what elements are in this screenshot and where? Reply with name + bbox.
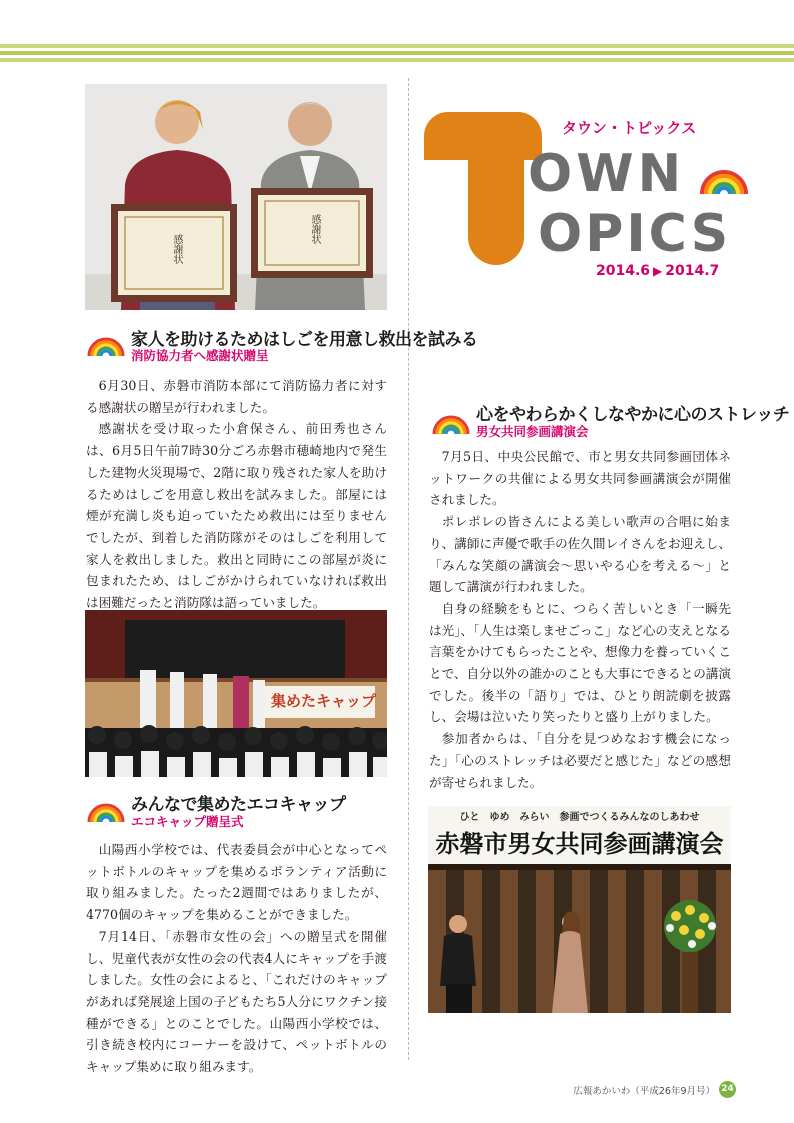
article3-paragraph-1: 7月5日、中央公民館で、市と男女共同参画団体ネットワークの共催による男女共同参画講演会が開催されました。 <box>429 449 731 508</box>
logo-letter-t-stem <box>468 150 524 265</box>
date-to: 2014.7 <box>665 263 720 279</box>
article2-body <box>86 839 387 1078</box>
date-arrow-icon: ▶ <box>653 264 663 278</box>
photo-sign-text: 集めたキャップ <box>271 692 377 710</box>
rainbow-icon <box>86 792 126 822</box>
article2-subtitle: エコキャップ贈呈式 <box>131 814 244 829</box>
article1-body <box>86 375 387 614</box>
page-footer <box>573 1081 736 1098</box>
award-photo <box>85 84 387 310</box>
rainbow-icon <box>86 326 126 356</box>
page-number: 24 <box>719 1081 736 1098</box>
lecture-stage-photo <box>428 806 731 1013</box>
article1-paragraph-2: 感謝状を受け取った小倉保さん、前田秀也さんは、6月5日午前7時30分ごろ赤磐市穂崎地内で発生した建物火災現場で、2階に取り残された家人を助けるためはしごを用意し救出を試みました。部屋には煙が充満し炎も迫っていたため救出には至りませんでしたが、到着した消防隊がそのはしごを利用して家人を救出しました。救出と同時にこの部屋が炎に包まれたため、はしごがかけられていなければ救出は困難だったと消防隊は語っていました。 <box>86 421 387 611</box>
article1-subtitle: 消防協力者へ感謝状贈呈 <box>131 348 269 363</box>
logo-date-range <box>596 263 719 279</box>
header-stripes <box>0 44 794 65</box>
article3-paragraph-3: 自身の経験をもとに、つらく苦しいとき「一瞬先は光」、「人生は楽しませごっこ」など心の支えとなる言葉をかけてもらったことや、想像力を養っていくことで、自分以外の誰かのことも大事にできるとの講演でした。後半の「語り」では、ひとり朗読劇を披露し、会場は泣いたり笑ったりと盛り上がりました。 <box>429 600 731 725</box>
article3-paragraph-2: ポレポレの皆さんによる美しい歌声の合唱に始まり、講師に声優で歌手の佐久間レイさんをお迎えし、「みんな笑顔の講演会〜思いやる心を考える〜」と題して講演が行われました。 <box>429 514 731 595</box>
date-from: 2014.6 <box>596 263 651 279</box>
article3-paragraph-4: 参加者からは、「自分を見つめなおす機会になった」「心のストレッチは必要だと感じた」などの感想が寄せられました。 <box>429 731 731 790</box>
article2-title: みんなで集めたエコキャップ <box>131 795 346 815</box>
publication-name: 広報あかいわ（平成26年9月号） <box>573 1085 715 1097</box>
certificate-right-label: 感謝状 <box>309 214 320 244</box>
banner-slogan: ひと ゆめ みらい 参画でつくるみんなのしあわせ <box>459 812 700 823</box>
article2-paragraph-1: 山陽西小学校では、代表委員会が中心となってペットボトルのキャップを集めるボランティア活動に取り組みました。たった2週間ではありましたが、4770個のキャップを集めることができました。 <box>86 842 387 923</box>
logo-rainbow-icon <box>698 150 750 194</box>
logo-line-opics: OPICS <box>538 204 732 264</box>
logo-line-own: OWN <box>528 144 686 204</box>
article3-subtitle: 男女共同参画講演会 <box>476 424 589 439</box>
rainbow-icon <box>431 404 471 434</box>
article3-body <box>429 446 731 793</box>
article1-title: 家人を助けるためはしごを用意し救出を試みる <box>131 330 478 350</box>
school-gym-photo <box>85 610 387 777</box>
article3-title: 心をやわらかくしなやかに心のストレッチ <box>476 405 790 425</box>
banner-event-title: 赤磐市男女共同参画講演会 <box>435 830 724 858</box>
logo-subtitle: タウン・トピックス <box>562 119 697 137</box>
article1-paragraph-1: 6月30日、赤磐市消防本部にて消防協力者に対する感謝状の贈呈が行われました。 <box>86 378 387 415</box>
column-divider <box>408 78 409 1060</box>
certificate-left-label: 感謝状 <box>171 234 182 264</box>
article2-paragraph-2: 7月14日、「赤磐市女性の会」への贈呈式を開催し、児童代表が女性の会の代表4人にキャップを手渡しました。女性の会によると、「これだけのキャップがあれば発展途上国の子どもたち5人分にワクチン接種ができる」とのことでした。山陽西小学校では、引き続き校内にコーナーを設けて、ペットボトルのキャップ集めに取り組みます。 <box>86 928 387 1075</box>
